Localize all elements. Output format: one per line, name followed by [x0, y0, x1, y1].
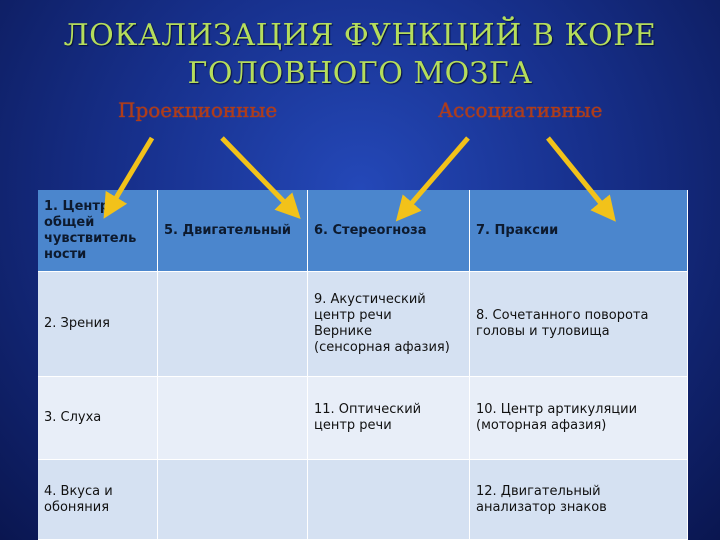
- table-cell: 10. Центр артикуляции (моторная афазия): [470, 377, 688, 460]
- table-cell: 11. Оптический центр речи: [308, 377, 470, 460]
- table-cell: 3. Слуха: [38, 377, 158, 460]
- table-cell: [158, 377, 308, 460]
- table-cell: 1. Центр общей чувствитель ности: [38, 190, 158, 272]
- table-cell: 8. Сочетанного поворота головы и туловища: [470, 272, 688, 377]
- table-cell: 7. Праксии: [470, 190, 688, 272]
- table-cell: 5. Двигательный: [158, 190, 308, 272]
- category-associative: Ассоциативные: [438, 98, 603, 122]
- table-cell: 9. Акустический центр речи Вернике (сенсорная афазия): [308, 272, 470, 377]
- table-cell: 4. Вкуса и обоняния: [38, 460, 158, 540]
- table-cell: 6. Стереогноза: [308, 190, 470, 272]
- table-cell: [158, 272, 308, 377]
- page-title-line2: ГОЛОВНОГО МОЗГА: [187, 56, 533, 91]
- table-cell: 2. Зрения: [38, 272, 158, 377]
- category-projection: Проекционные: [118, 98, 278, 122]
- table-cell: [158, 460, 308, 540]
- table-cell: 12. Двигательный анализатор знаков: [470, 460, 688, 540]
- table-cell: [308, 460, 470, 540]
- page-title: ЛОКАЛИЗАЦИЯ ФУНКЦИЙ В КОРЕ: [63, 18, 657, 53]
- functions-table: [38, 190, 688, 540]
